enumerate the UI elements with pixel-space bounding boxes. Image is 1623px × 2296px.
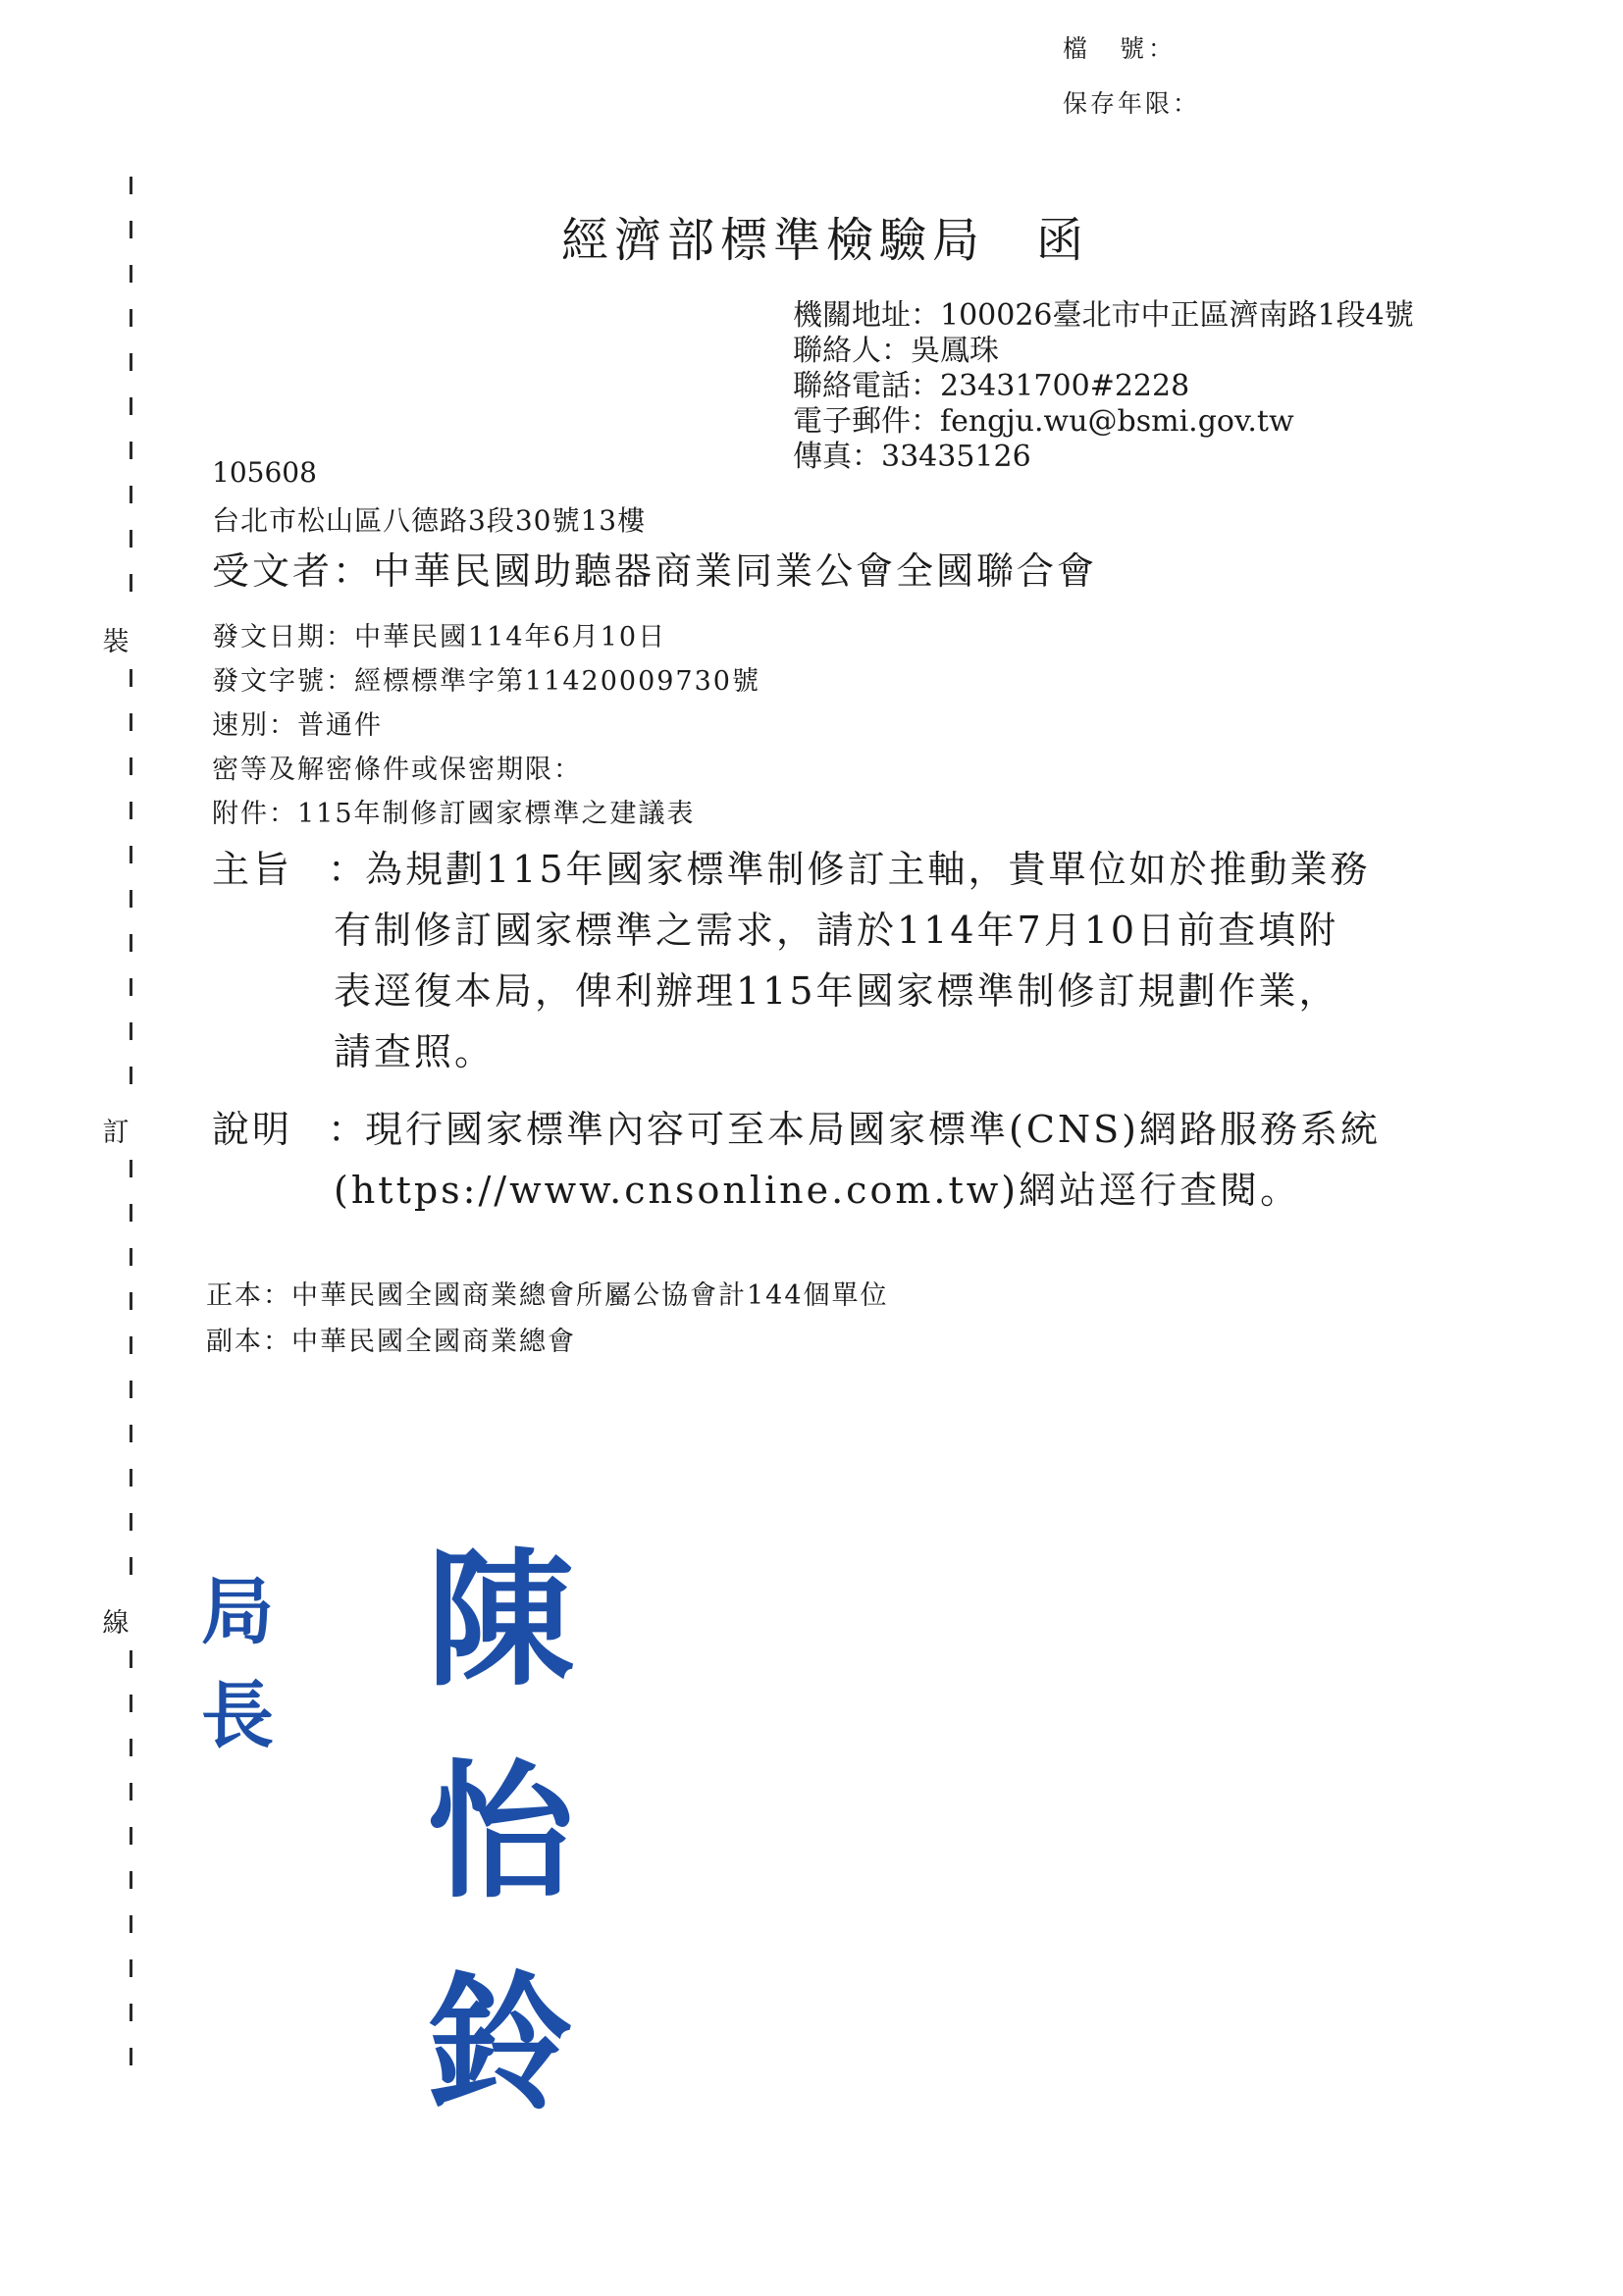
copy-recipients: 副本：中華民國全國商業總會 — [206, 1327, 576, 1357]
binding-dash — [130, 1513, 132, 1531]
binding-char-ding: 訂 — [102, 1118, 130, 1148]
binding-dash — [130, 713, 132, 731]
binding-dash — [130, 978, 132, 996]
binding-dash — [130, 802, 132, 819]
binding-dash — [130, 846, 132, 863]
binding-dash — [130, 1204, 132, 1222]
recipient-zip: 105608 — [212, 456, 317, 489]
binding-dash — [130, 1067, 132, 1084]
binding-dash — [130, 2048, 132, 2065]
binding-dash — [130, 1827, 132, 1845]
recipient-address: 台北市松山區八德路3段30號13樓 — [212, 504, 647, 537]
binding-dash — [130, 353, 132, 371]
document-number: 發文字號：經標標準字第11420009730號 — [212, 666, 760, 697]
subject-paragraph — [212, 839, 1460, 1082]
binding-dash — [130, 890, 132, 908]
binding-dash — [130, 1381, 132, 1398]
binding-dash — [130, 1739, 132, 1756]
binding-dash — [130, 1915, 132, 1933]
binding-dash — [130, 442, 132, 459]
subject-colon: ： — [328, 848, 369, 891]
binding-dash — [130, 1557, 132, 1575]
agency-contact: 聯絡人：吳鳳珠 — [793, 334, 999, 368]
security-level: 密等及解密條件或保密期限： — [212, 755, 582, 785]
attachment: 附件：115年制修訂國家標準之建議表 — [212, 799, 696, 829]
agency-phone: 聯絡電話：23431700#2228 — [793, 369, 1190, 403]
signature-title: 局長 — [201, 1570, 280, 1758]
binding-dash — [130, 1469, 132, 1487]
binding-dash — [130, 221, 132, 238]
binding-dash — [130, 2004, 132, 2021]
signature-name: 陳怡鈴 — [427, 1534, 602, 2130]
subject-line-2: 有制修訂國家標準之需求，請於114年7月10日前查填附 — [334, 909, 1339, 952]
binding-dash — [130, 1248, 132, 1266]
binding-dash — [130, 309, 132, 327]
document-type: 函 — [1036, 213, 1090, 268]
binding-char-xian: 線 — [102, 1608, 130, 1639]
subject-label: 主旨 — [212, 848, 293, 891]
binding-dash — [130, 1425, 132, 1442]
subject-line-3: 表逕復本局，俾利辦理115年國家標準制修訂規劃作業， — [334, 969, 1339, 1013]
document-title — [561, 202, 1089, 270]
binding-dash — [130, 934, 132, 952]
agency-name: 經濟部標準檢驗局 — [561, 213, 986, 268]
explanation-colon: ： — [328, 1108, 369, 1151]
binding-dash — [130, 757, 132, 775]
binding-dash — [130, 1022, 132, 1040]
binding-dash — [130, 1695, 132, 1712]
binding-dash — [130, 1160, 132, 1177]
subject-line-4: 請查照。 — [334, 1030, 496, 1073]
explanation-label: 說明 — [212, 1108, 293, 1151]
binding-dash — [130, 397, 132, 415]
binding-dash — [130, 1650, 132, 1668]
agency-fax: 傳真：33435126 — [793, 440, 1031, 474]
binding-dash — [130, 1783, 132, 1800]
original-recipients: 正本：中華民國全國商業總會所屬公協會計144個單位 — [206, 1280, 889, 1311]
binding-dash — [130, 669, 132, 687]
binding-dash — [130, 1336, 132, 1354]
binding-dash — [130, 574, 132, 592]
delivery-speed: 速別：普通件 — [212, 710, 383, 741]
agency-address: 機關地址：100026臺北市中正區濟南路1段4號 — [793, 298, 1414, 333]
binding-dash — [130, 1292, 132, 1310]
binding-dash — [130, 1959, 132, 1977]
binding-dash — [130, 177, 132, 194]
explanation-line-2: (https://www.cnsonline.com.tw)網站逕行查閱。 — [334, 1169, 1301, 1212]
agency-email: 電子郵件：fengju.wu@bsmi.gov.tw — [793, 404, 1294, 439]
retention-period-label: 保存年限： — [1063, 89, 1201, 118]
subject-line-1: 為規劃115年國家標準制修訂主軸，貴單位如於推動業務 — [365, 848, 1371, 891]
binding-char-zhuang: 裝 — [102, 627, 130, 657]
explanation-line-1: 現行國家標準內容可至本局國家標準(CNS)網路服務系統 — [365, 1108, 1382, 1151]
explanation-paragraph — [212, 1099, 1460, 1221]
file-number-label: 檔 號： — [1063, 34, 1178, 63]
binding-dash — [130, 530, 132, 548]
binding-dash — [130, 1871, 132, 1889]
recipient-name: 受文者：中華民國助聽器商業同業公會全國聯合會 — [212, 549, 1098, 593]
issue-date: 發文日期：中華民國114年6月10日 — [212, 622, 667, 652]
binding-dash — [130, 486, 132, 503]
binding-dash — [130, 265, 132, 283]
